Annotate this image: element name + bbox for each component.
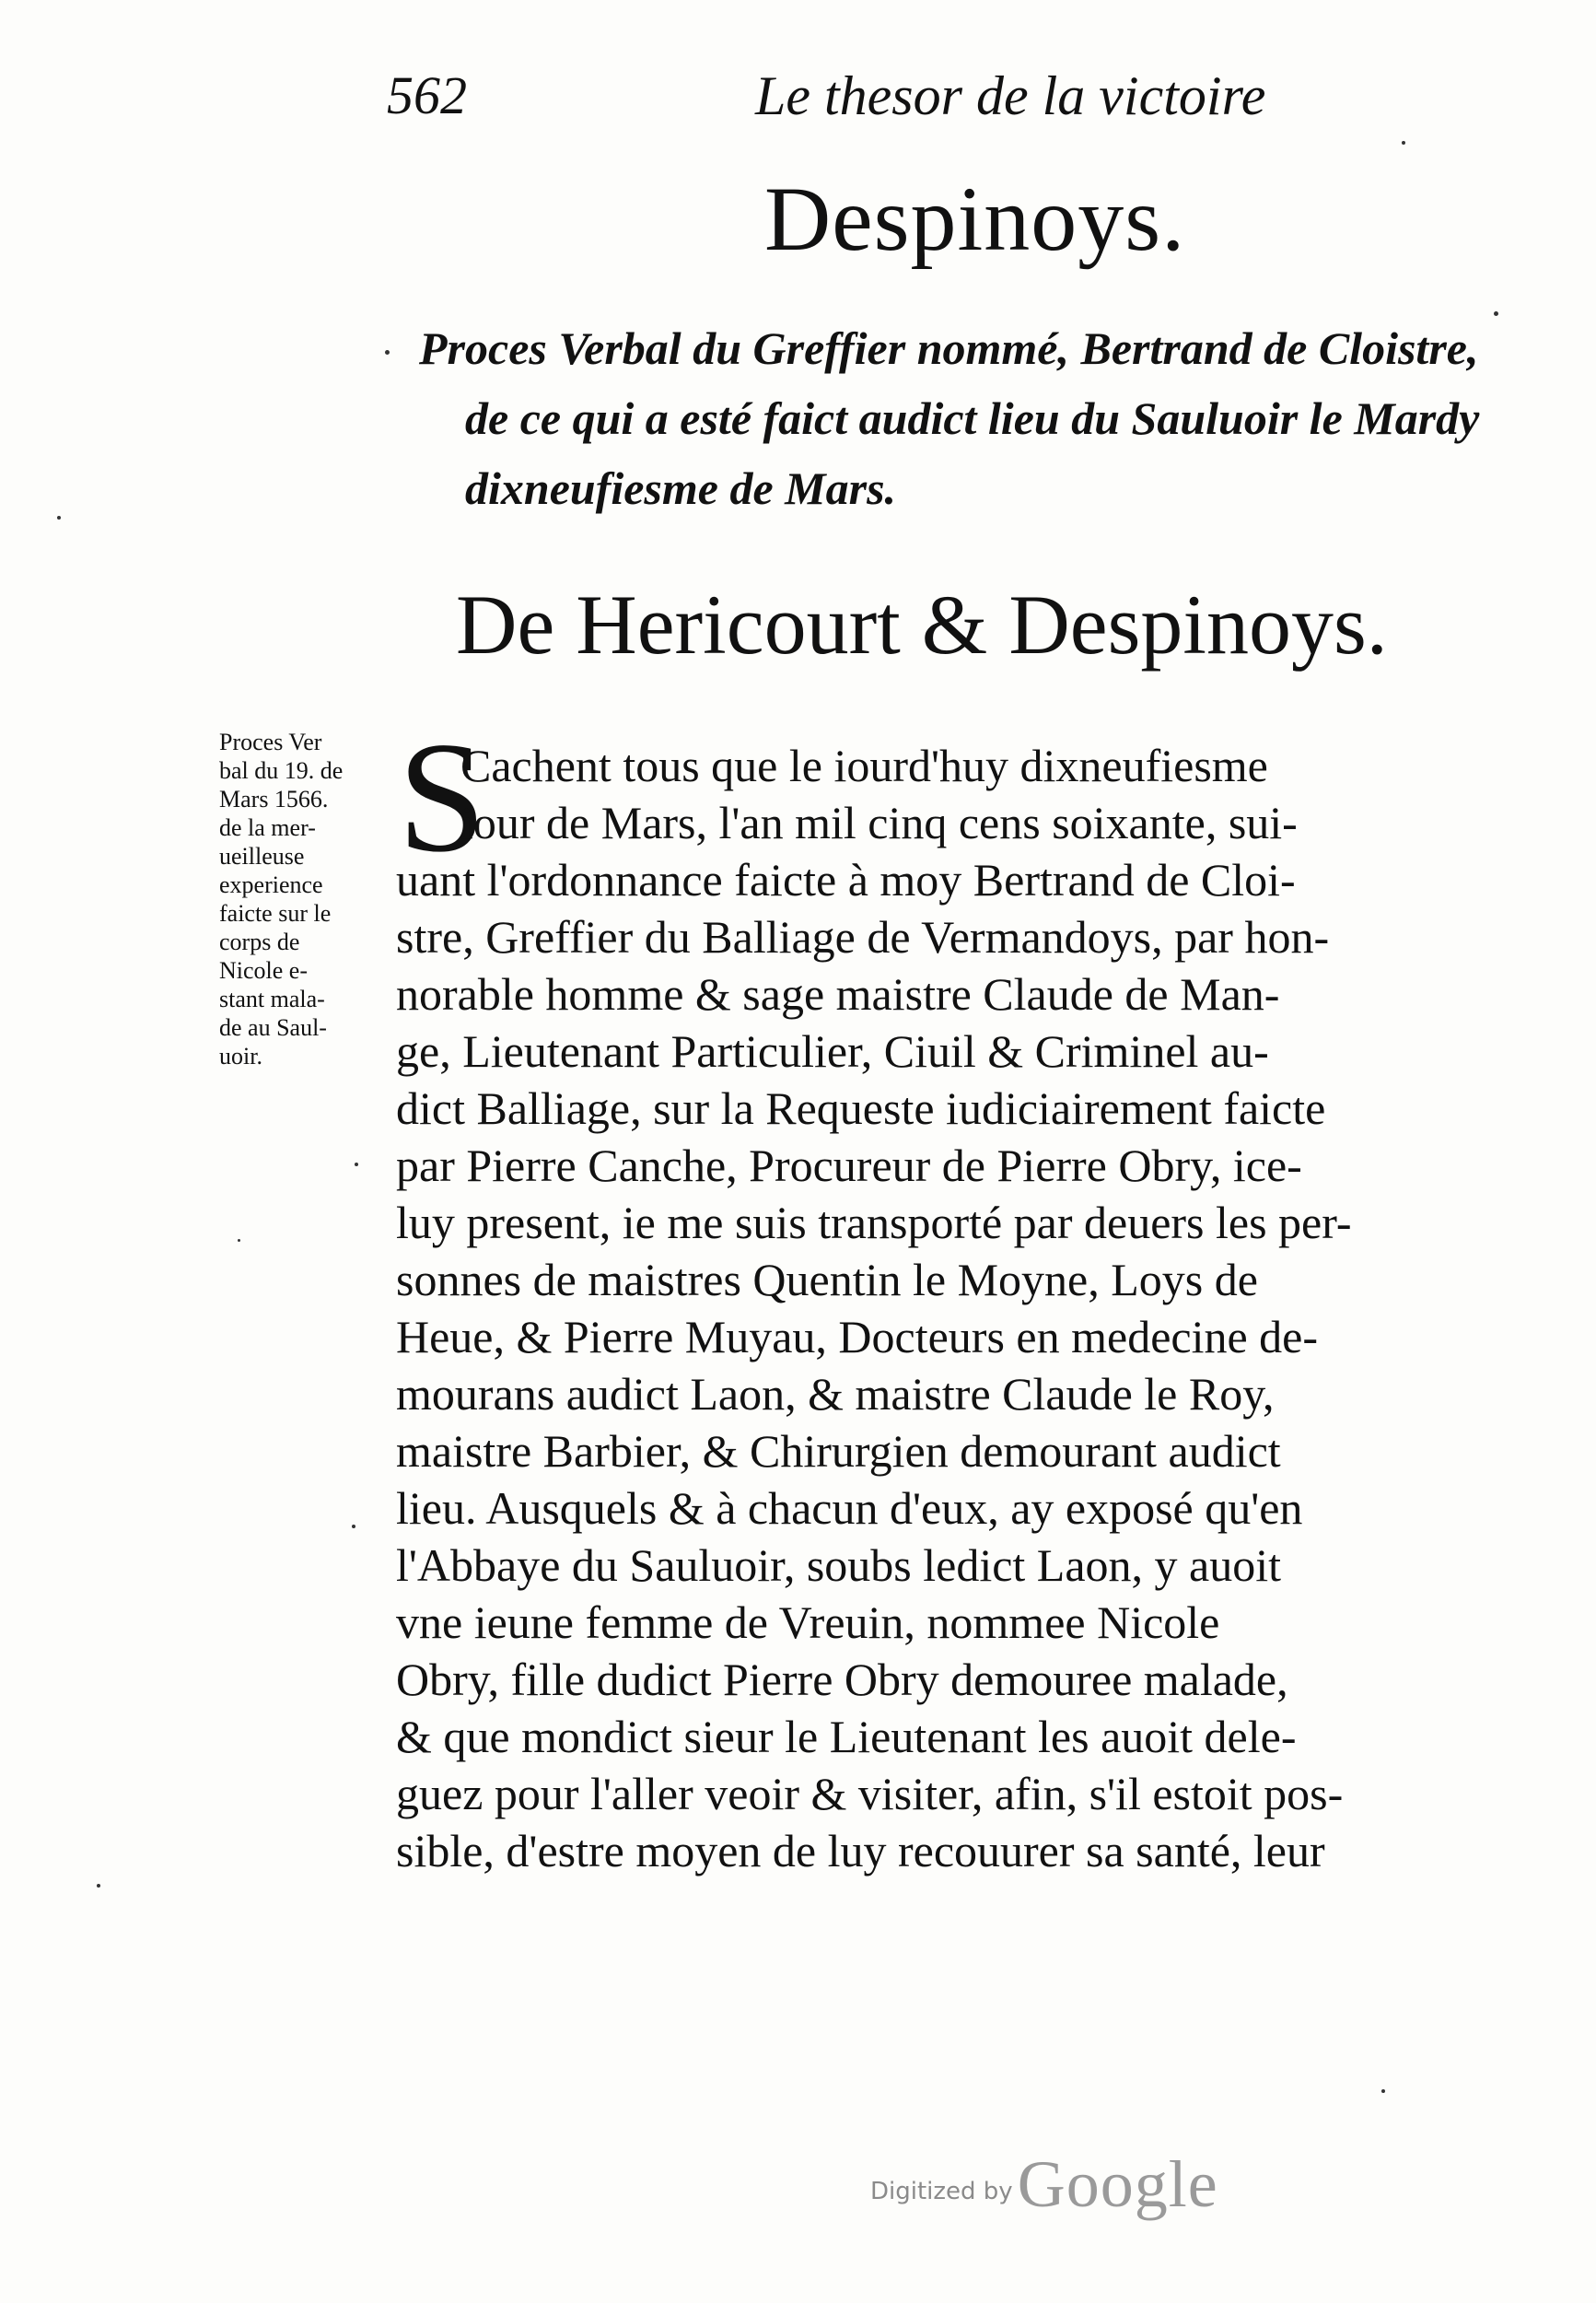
- subtitle-line: de ce qui a esté faict audict lieu du Sauluoir le Mardy: [465, 392, 1480, 444]
- body-line: sible, d'estre moyen de luy recouurer sa santé, leur: [396, 1825, 1325, 1876]
- running-title: Le thesor de la victoire: [755, 65, 1266, 126]
- body-line: mourans audict Laon, & maistre Claude le Roy,: [396, 1368, 1275, 1420]
- digitized-by-watermark: [870, 2146, 1218, 2223]
- body-text: [396, 737, 1501, 1879]
- margin-note-line: de la mer-: [219, 814, 316, 841]
- drop-cap: S: [398, 710, 486, 885]
- body-line: Obry, fille dudict Pierre Obry demouree malade,: [396, 1654, 1288, 1705]
- watermark-logo: Google: [1017, 2147, 1218, 2221]
- margin-note-line: stant mala-: [219, 986, 325, 1012]
- body-line: & que mondict sieur le Lieutenant les auoit dele-: [396, 1711, 1297, 1762]
- margin-note-line: Mars 1566.: [219, 786, 329, 812]
- scan-speck: [238, 1239, 240, 1242]
- body-line: sonnes de maistres Quentin le Moyne, Loys de: [396, 1254, 1258, 1305]
- scan-speck: [385, 350, 390, 355]
- subtitle-block: [419, 313, 1506, 523]
- scan-speck: [352, 1525, 355, 1528]
- body-line: l'Abbaye du Sauluoir, soubs ledict Laon, y auoit: [396, 1539, 1282, 1591]
- main-heading: De Hericourt & Despinoys.: [456, 578, 1388, 672]
- body-line: maistre Barbier, & Chirurgien demourant audict: [396, 1425, 1281, 1477]
- watermark-prefix: Digitized by: [870, 2178, 1013, 2205]
- margin-note-line: uoir.: [219, 1043, 262, 1070]
- body-line: guez pour l'aller veoir & visiter, afin, s'il estoit pos-: [396, 1768, 1344, 1819]
- body-line: luy present, ie me suis transporté par deuers les per-: [396, 1197, 1352, 1248]
- margin-note: [219, 728, 394, 1070]
- margin-note-line: de au Saul-: [219, 1014, 327, 1041]
- body-line: norable homme & sage maistre Claude de Man-: [396, 968, 1280, 1020]
- margin-note-line: corps de: [219, 929, 300, 955]
- scan-speck: [97, 1884, 100, 1888]
- margin-note-line: Nicole e-: [219, 957, 309, 984]
- scan-speck: [57, 516, 61, 520]
- scan-speck: [1494, 311, 1498, 316]
- margin-note-line: bal du 19. de: [219, 757, 344, 784]
- body-line: dict Balliage, sur la Requeste iudiciairement faicte: [396, 1082, 1326, 1134]
- body-line: iour de Mars, l'an mil cinq cens soixante, sui-: [460, 797, 1298, 848]
- body-line: vne ieune femme de Vreuin, nommee Nicole: [396, 1596, 1220, 1648]
- scan-speck: [355, 1163, 358, 1166]
- scan-speck: [1402, 141, 1405, 145]
- subtitle-line: dixneufiesme de Mars.: [465, 462, 897, 514]
- body-line: ge, Lieutenant Particulier, Ciuil & Criminel au-: [396, 1025, 1269, 1077]
- body-line: Cachent tous que le iourd'huy dixneufiesme: [460, 740, 1268, 791]
- body-line: Heue, & Pierre Muyau, Docteurs en medecine de-: [396, 1311, 1319, 1362]
- margin-note-line: Proces Ver: [219, 729, 322, 755]
- body-line: stre, Greffier du Balliage de Vermandoys, par hon-: [396, 911, 1330, 963]
- section-title: Despinoys.: [764, 168, 1186, 270]
- margin-note-line: ueilleuse: [219, 843, 305, 870]
- scan-speck: [1381, 2089, 1385, 2093]
- page-number: 562: [387, 65, 467, 125]
- body-line: lieu. Ausquels & à chacun d'eux, ay exposé qu'en: [396, 1482, 1303, 1534]
- subtitle-line: Proces Verbal du Greffier nommé, Bertrand de Cloistre,: [419, 322, 1479, 374]
- margin-note-line: faicte sur le: [219, 900, 332, 927]
- body-line: uant l'ordonnance faicte à moy Bertrand de Cloi-: [396, 854, 1296, 906]
- body-line: par Pierre Canche, Procureur de Pierre Obry, ice-: [396, 1140, 1302, 1191]
- margin-note-line: experience: [219, 871, 323, 898]
